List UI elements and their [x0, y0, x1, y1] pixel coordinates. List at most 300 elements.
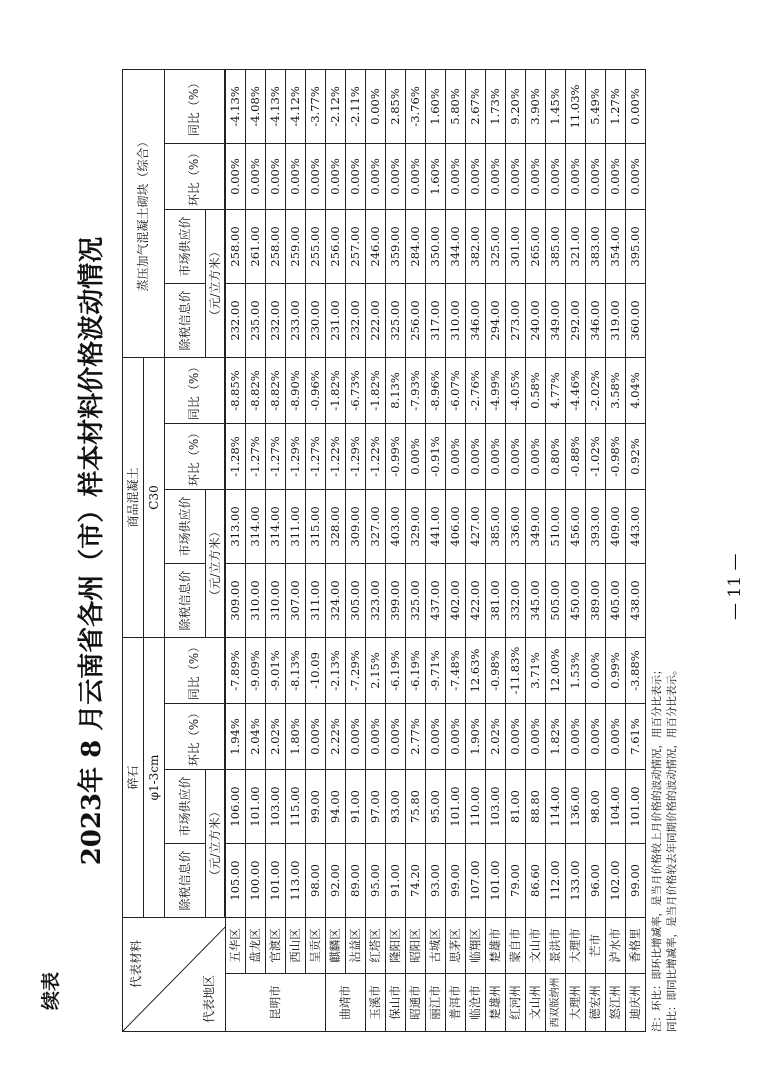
value-cell: 98.00	[306, 844, 326, 918]
value-cell: 103.00	[266, 770, 286, 844]
tax-excl-header: 除税信息价	[165, 844, 206, 918]
value-cell: 294.00	[486, 283, 506, 357]
value-cell: 235.00	[246, 283, 266, 357]
value-cell: 2.04%	[246, 704, 266, 770]
value-cell: 258.00	[266, 209, 286, 283]
value-cell: 88.80	[526, 770, 546, 844]
value-cell: -6.19%	[406, 637, 426, 703]
value-cell: 89.00	[346, 844, 366, 918]
value-cell: 307.00	[286, 563, 306, 637]
value-cell: 0.00%	[586, 704, 606, 770]
value-cell: -1.27%	[306, 423, 326, 489]
value-cell: 0.00%	[386, 704, 406, 770]
unit-label: （元/立方米）	[206, 770, 225, 918]
region-cell: 文山州	[526, 974, 546, 1032]
value-cell: 12.63%	[466, 637, 486, 703]
value-cell: 261.00	[246, 209, 266, 283]
value-cell: 75.80	[406, 770, 426, 844]
value-cell: 345.00	[526, 563, 546, 637]
value-cell: 136.00	[566, 770, 586, 844]
region-cell: 昆明市	[226, 974, 326, 1032]
value-cell: -9.01%	[266, 637, 286, 703]
value-cell: 92.00	[326, 844, 346, 918]
value-cell: -7.89%	[226, 637, 246, 703]
value-cell: -9.09%	[246, 637, 266, 703]
group-header-block: 蒸压加气混凝土砌块（综合）	[123, 69, 165, 357]
value-cell: -6.07%	[446, 357, 466, 423]
value-cell: 438.00	[626, 563, 646, 637]
value-cell: 12.00%	[546, 637, 566, 703]
page-title: 2023年 8 月云南省各州（市）样本材料价格波动情况	[77, 236, 107, 866]
value-cell: 0.00%	[426, 704, 446, 770]
value-cell: 349.00	[546, 283, 566, 357]
region-cell: 曲靖市	[326, 974, 366, 1032]
value-cell: 0.00%	[566, 143, 586, 209]
value-cell: 0.00%	[226, 143, 246, 209]
value-cell: -3.76%	[406, 69, 426, 143]
value-cell: 319.00	[606, 283, 626, 357]
value-cell: 311.00	[286, 489, 306, 563]
value-cell: 0.92%	[626, 423, 646, 489]
value-cell: 259.00	[286, 209, 306, 283]
value-cell: 0.80%	[546, 423, 566, 489]
value-cell: 456.00	[566, 489, 586, 563]
region-cell: 丽江市	[426, 974, 446, 1032]
value-cell: -1.82%	[326, 357, 346, 423]
district-cell: 古城区	[426, 918, 446, 974]
rotated-page	[62, 56, 762, 1046]
table-row	[466, 69, 486, 1031]
value-cell: 79.00	[506, 844, 526, 918]
value-cell: -1.29%	[286, 423, 306, 489]
district-cell: 香格里	[626, 918, 646, 974]
region-cell: 西双版纳州	[546, 974, 566, 1032]
table-row	[426, 69, 446, 1031]
district-cell: 红塔区	[366, 918, 386, 974]
value-cell: -2.12%	[326, 69, 346, 143]
value-cell: 0.00%	[626, 69, 646, 143]
table-row	[386, 69, 406, 1031]
value-cell: 1.90%	[466, 704, 486, 770]
value-cell: 402.00	[446, 563, 466, 637]
value-cell: 1.82%	[546, 704, 566, 770]
value-cell: 385.00	[486, 489, 506, 563]
value-cell: 273.00	[506, 283, 526, 357]
page-number: — 11 —	[725, 553, 745, 620]
value-cell: 103.00	[486, 770, 506, 844]
value-cell: -2.76%	[466, 357, 486, 423]
region-cell: 昭通市	[406, 974, 426, 1032]
unit-label: （元/立方米）	[206, 209, 225, 357]
table-row	[446, 69, 466, 1031]
value-cell: 325.00	[386, 283, 406, 357]
value-cell: 0.99%	[606, 637, 626, 703]
value-cell: 99.00	[626, 844, 646, 918]
value-cell: 104.00	[606, 770, 626, 844]
region-cell: 保山市	[386, 974, 406, 1032]
value-cell: -3.88%	[626, 637, 646, 703]
value-cell: 0.00%	[306, 704, 326, 770]
value-cell: 112.00	[546, 844, 566, 918]
value-cell: 230.00	[306, 283, 326, 357]
value-cell: 94.00	[326, 770, 346, 844]
value-cell: 301.00	[506, 209, 526, 283]
region-cell: 玉溪市	[366, 974, 386, 1032]
group-header-gravel: 碎石	[123, 637, 144, 917]
value-cell: 95.00	[366, 844, 386, 918]
region-cell: 德宏州	[586, 974, 606, 1032]
continued-label: 续表	[40, 971, 62, 1010]
value-cell: 110.00	[466, 770, 486, 844]
value-cell: 0.00%	[506, 143, 526, 209]
value-cell: 101.00	[246, 770, 266, 844]
value-cell: 100.00	[246, 844, 266, 918]
district-cell: 思茅区	[446, 918, 466, 974]
value-cell: 74.20	[406, 844, 426, 918]
value-cell: 0.00%	[466, 143, 486, 209]
table-row	[246, 69, 266, 1031]
value-cell: 0.00%	[366, 69, 386, 143]
table-row	[566, 69, 586, 1031]
value-cell: 115.00	[286, 770, 306, 844]
value-cell: 93.00	[426, 844, 446, 918]
value-cell: -2.11%	[346, 69, 366, 143]
district-cell: 文山市	[526, 918, 546, 974]
value-cell: -1.82%	[366, 357, 386, 423]
district-cell: 芒市	[586, 918, 606, 974]
value-cell: 332.00	[506, 563, 526, 637]
value-cell: 0.00%	[346, 143, 366, 209]
value-cell: 395.00	[626, 209, 646, 283]
table-row	[266, 69, 286, 1031]
value-cell: 0.00%	[586, 143, 606, 209]
value-cell: 1.80%	[286, 704, 306, 770]
value-cell: 0.00%	[506, 423, 526, 489]
value-cell: 336.00	[506, 489, 526, 563]
table-row	[486, 69, 506, 1031]
note-mom: 注：环比：即环比增减率，是当月价格较上月价格的波动情况，用百分比表示；	[651, 664, 663, 1032]
value-cell: 0.00%	[546, 143, 566, 209]
value-cell: -10.09	[306, 637, 326, 703]
value-cell: 2.77%	[406, 704, 426, 770]
value-cell: 101.00	[446, 770, 466, 844]
value-cell: -0.98%	[486, 637, 506, 703]
value-cell: -7.29%	[346, 637, 366, 703]
value-cell: 317.00	[426, 283, 446, 357]
value-cell: 354.00	[606, 209, 626, 283]
value-cell: 1.45%	[546, 69, 566, 143]
table-row	[546, 69, 566, 1031]
value-cell: 310.00	[246, 563, 266, 637]
corner-region-label: 代表地区	[202, 974, 216, 1023]
value-cell: -8.13%	[286, 637, 306, 703]
table-row	[326, 69, 346, 1031]
value-cell: 4.04%	[626, 357, 646, 423]
value-cell: 0.00%	[386, 143, 406, 209]
district-cell: 大理市	[566, 918, 586, 974]
value-cell: 0.00%	[286, 143, 306, 209]
value-cell: -1.27%	[266, 423, 286, 489]
value-cell: 0.00%	[606, 704, 626, 770]
value-cell: 0.00%	[326, 143, 346, 209]
district-cell: 盘龙区	[246, 918, 266, 974]
value-cell: 0.00%	[446, 143, 466, 209]
value-cell: 314.00	[266, 489, 286, 563]
value-cell: 327.00	[366, 489, 386, 563]
value-cell: 329.00	[406, 489, 426, 563]
value-cell: 3.58%	[606, 357, 626, 423]
value-cell: 93.00	[386, 770, 406, 844]
value-cell: 422.00	[466, 563, 486, 637]
value-cell: 4.77%	[546, 357, 566, 423]
notes	[650, 56, 680, 1032]
value-cell: 232.00	[266, 283, 286, 357]
value-cell: 1.73%	[486, 69, 506, 143]
value-cell: 405.00	[606, 563, 626, 637]
value-cell: -0.99%	[386, 423, 406, 489]
value-cell: -11.83%	[506, 637, 526, 703]
table-row	[526, 69, 546, 1031]
value-cell: 0.00%	[486, 143, 506, 209]
value-cell: 11.03%	[566, 69, 586, 143]
yoy-header: 同比（%）	[165, 69, 225, 143]
value-cell: 309.00	[346, 489, 366, 563]
value-cell: 96.00	[586, 844, 606, 918]
value-cell: 0.00%	[406, 423, 426, 489]
market-header: 市场供应价	[165, 209, 206, 283]
value-cell: 0.00%	[266, 143, 286, 209]
value-cell: 349.00	[526, 489, 546, 563]
value-cell: 292.00	[566, 283, 586, 357]
table-row	[506, 69, 526, 1031]
value-cell: 232.00	[226, 283, 246, 357]
value-cell: 1.60%	[426, 69, 446, 143]
district-cell: 楚雄市	[486, 918, 506, 974]
value-cell: 0.00%	[246, 143, 266, 209]
value-cell: 231.00	[326, 283, 346, 357]
value-cell: -1.27%	[246, 423, 266, 489]
value-cell: 2.22%	[326, 704, 346, 770]
value-cell: 393.00	[586, 489, 606, 563]
value-cell: 346.00	[586, 283, 606, 357]
value-cell: 0.58%	[526, 357, 546, 423]
district-cell: 五华区	[226, 918, 246, 974]
value-cell: 99.00	[306, 770, 326, 844]
value-cell: -4.08%	[246, 69, 266, 143]
spec-concrete: C30	[144, 357, 165, 637]
value-cell: 427.00	[466, 489, 486, 563]
value-cell: 222.00	[366, 283, 386, 357]
value-cell: 240.00	[526, 283, 546, 357]
corner-cell	[123, 918, 226, 1032]
value-cell: 0.00%	[526, 143, 546, 209]
note-yoy: 同比：即同比增减率，是当月价格较去年同期价格的波动情况，用百分比表示。	[666, 664, 678, 1032]
value-cell: -4.13%	[226, 69, 246, 143]
value-cell: -4.05%	[506, 357, 526, 423]
mom-header: 环比（%）	[165, 143, 225, 209]
district-cell: 蒙自市	[506, 918, 526, 974]
price-table	[122, 69, 646, 1032]
value-cell: 399.00	[386, 563, 406, 637]
table-row	[586, 69, 606, 1031]
value-cell: 232.00	[346, 283, 366, 357]
value-cell: 443.00	[626, 489, 646, 563]
value-cell: 8.13%	[386, 357, 406, 423]
value-cell: 0.00%	[466, 423, 486, 489]
value-cell: 1.60%	[426, 143, 446, 209]
value-cell: -3.77%	[306, 69, 326, 143]
value-cell: -2.02%	[586, 357, 606, 423]
tax-excl-header: 除税信息价	[165, 283, 206, 357]
value-cell: 325.00	[406, 563, 426, 637]
value-cell: 99.00	[446, 844, 466, 918]
value-cell: 5.80%	[446, 69, 466, 143]
yoy-header: 同比（%）	[165, 637, 225, 703]
unit-label: （元/立方米）	[206, 489, 225, 637]
value-cell: 101.00	[626, 770, 646, 844]
value-cell: 0.00%	[446, 704, 466, 770]
value-cell: 1.53%	[566, 637, 586, 703]
value-cell: 403.00	[386, 489, 406, 563]
value-cell: 114.00	[546, 770, 566, 844]
value-cell: 382.00	[466, 209, 486, 283]
value-cell: 105.00	[226, 844, 246, 918]
value-cell: 346.00	[466, 283, 486, 357]
value-cell: 450.00	[566, 563, 586, 637]
value-cell: 1.94%	[226, 704, 246, 770]
table-row	[366, 69, 386, 1031]
value-cell: 389.00	[586, 563, 606, 637]
corner-material-label: 代表材料	[129, 940, 143, 989]
market-header: 市场供应价	[165, 489, 206, 563]
district-cell: 隆阳区	[386, 918, 406, 974]
value-cell: 381.00	[486, 563, 506, 637]
value-cell: 284.00	[406, 209, 426, 283]
district-cell: 西山区	[286, 918, 306, 974]
region-cell: 楚雄州	[486, 974, 506, 1032]
table-row	[286, 69, 306, 1031]
value-cell: 256.00	[326, 209, 346, 283]
value-cell: 81.00	[506, 770, 526, 844]
district-cell: 景洪市	[546, 918, 566, 974]
value-cell: -1.28%	[226, 423, 246, 489]
value-cell: -7.93%	[406, 357, 426, 423]
value-cell: -9.71%	[426, 637, 446, 703]
value-cell: 0.00%	[506, 704, 526, 770]
table-row	[606, 69, 626, 1031]
value-cell: 323.00	[366, 563, 386, 637]
value-cell: 383.00	[586, 209, 606, 283]
value-cell: -4.12%	[286, 69, 306, 143]
region-cell: 普洱市	[446, 974, 466, 1032]
value-cell: 101.00	[266, 844, 286, 918]
value-cell: 106.00	[226, 770, 246, 844]
table-row	[406, 69, 426, 1031]
value-cell: 2.85%	[386, 69, 406, 143]
spec-gravel: φ1-3cm	[144, 637, 165, 917]
table-row	[626, 69, 646, 1031]
value-cell: 359.00	[386, 209, 406, 283]
value-cell: 0.00%	[306, 143, 326, 209]
value-cell: 3.71%	[526, 637, 546, 703]
value-cell: 133.00	[566, 844, 586, 918]
value-cell: 409.00	[606, 489, 626, 563]
value-cell: 3.90%	[526, 69, 546, 143]
value-cell: -7.48%	[446, 637, 466, 703]
value-cell: -8.82%	[246, 357, 266, 423]
value-cell: -8.96%	[426, 357, 446, 423]
table-row	[226, 69, 246, 1031]
value-cell: 101.00	[486, 844, 506, 918]
value-cell: 441.00	[426, 489, 446, 563]
value-cell: 0.00%	[446, 423, 466, 489]
value-cell: -1.22%	[326, 423, 346, 489]
value-cell: 256.00	[406, 283, 426, 357]
value-cell: 344.00	[446, 209, 466, 283]
value-cell: 505.00	[546, 563, 566, 637]
value-cell: 91.00	[346, 770, 366, 844]
value-cell: 311.00	[306, 563, 326, 637]
value-cell: 2.67%	[466, 69, 486, 143]
value-cell: -0.98%	[606, 423, 626, 489]
region-cell: 临沧市	[466, 974, 486, 1032]
value-cell: -2.13%	[326, 637, 346, 703]
value-cell: 350.00	[426, 209, 446, 283]
value-cell: 321.00	[566, 209, 586, 283]
value-cell: -1.22%	[366, 423, 386, 489]
value-cell: 86.60	[526, 844, 546, 918]
region-cell: 迪庆州	[626, 974, 646, 1032]
value-cell: 265.00	[526, 209, 546, 283]
value-cell: 0.00%	[626, 143, 646, 209]
value-cell: 0.00%	[486, 423, 506, 489]
region-cell: 怒江州	[606, 974, 626, 1032]
value-cell: 314.00	[246, 489, 266, 563]
mom-header: 环比（%）	[165, 423, 225, 489]
value-cell: -4.13%	[266, 69, 286, 143]
value-cell: 257.00	[346, 209, 366, 283]
value-cell: 5.49%	[586, 69, 606, 143]
district-cell: 麒麟区	[326, 918, 346, 974]
value-cell: 258.00	[226, 209, 246, 283]
value-cell: 315.00	[306, 489, 326, 563]
value-cell: 102.00	[606, 844, 626, 918]
value-cell: 107.00	[466, 844, 486, 918]
value-cell: 328.00	[326, 489, 346, 563]
value-cell: 91.00	[386, 844, 406, 918]
value-cell: 7.61%	[626, 704, 646, 770]
value-cell: -1.02%	[586, 423, 606, 489]
district-cell: 泸水市	[606, 918, 626, 974]
mom-header: 环比（%）	[165, 704, 225, 770]
value-cell: -8.82%	[266, 357, 286, 423]
value-cell: 385.00	[546, 209, 566, 283]
value-cell: 0.00%	[366, 704, 386, 770]
value-cell: -0.88%	[566, 423, 586, 489]
value-cell: 233.00	[286, 283, 306, 357]
district-cell: 昭阳区	[406, 918, 426, 974]
value-cell: 98.00	[586, 770, 606, 844]
value-cell: 325.00	[486, 209, 506, 283]
value-cell: 360.00	[626, 283, 646, 357]
value-cell: 0.00%	[366, 143, 386, 209]
value-cell: 97.00	[366, 770, 386, 844]
district-cell: 沾益区	[346, 918, 366, 974]
region-cell: 大理州	[566, 974, 586, 1032]
value-cell: 305.00	[346, 563, 366, 637]
value-cell: 95.00	[426, 770, 446, 844]
value-cell: 324.00	[326, 563, 346, 637]
